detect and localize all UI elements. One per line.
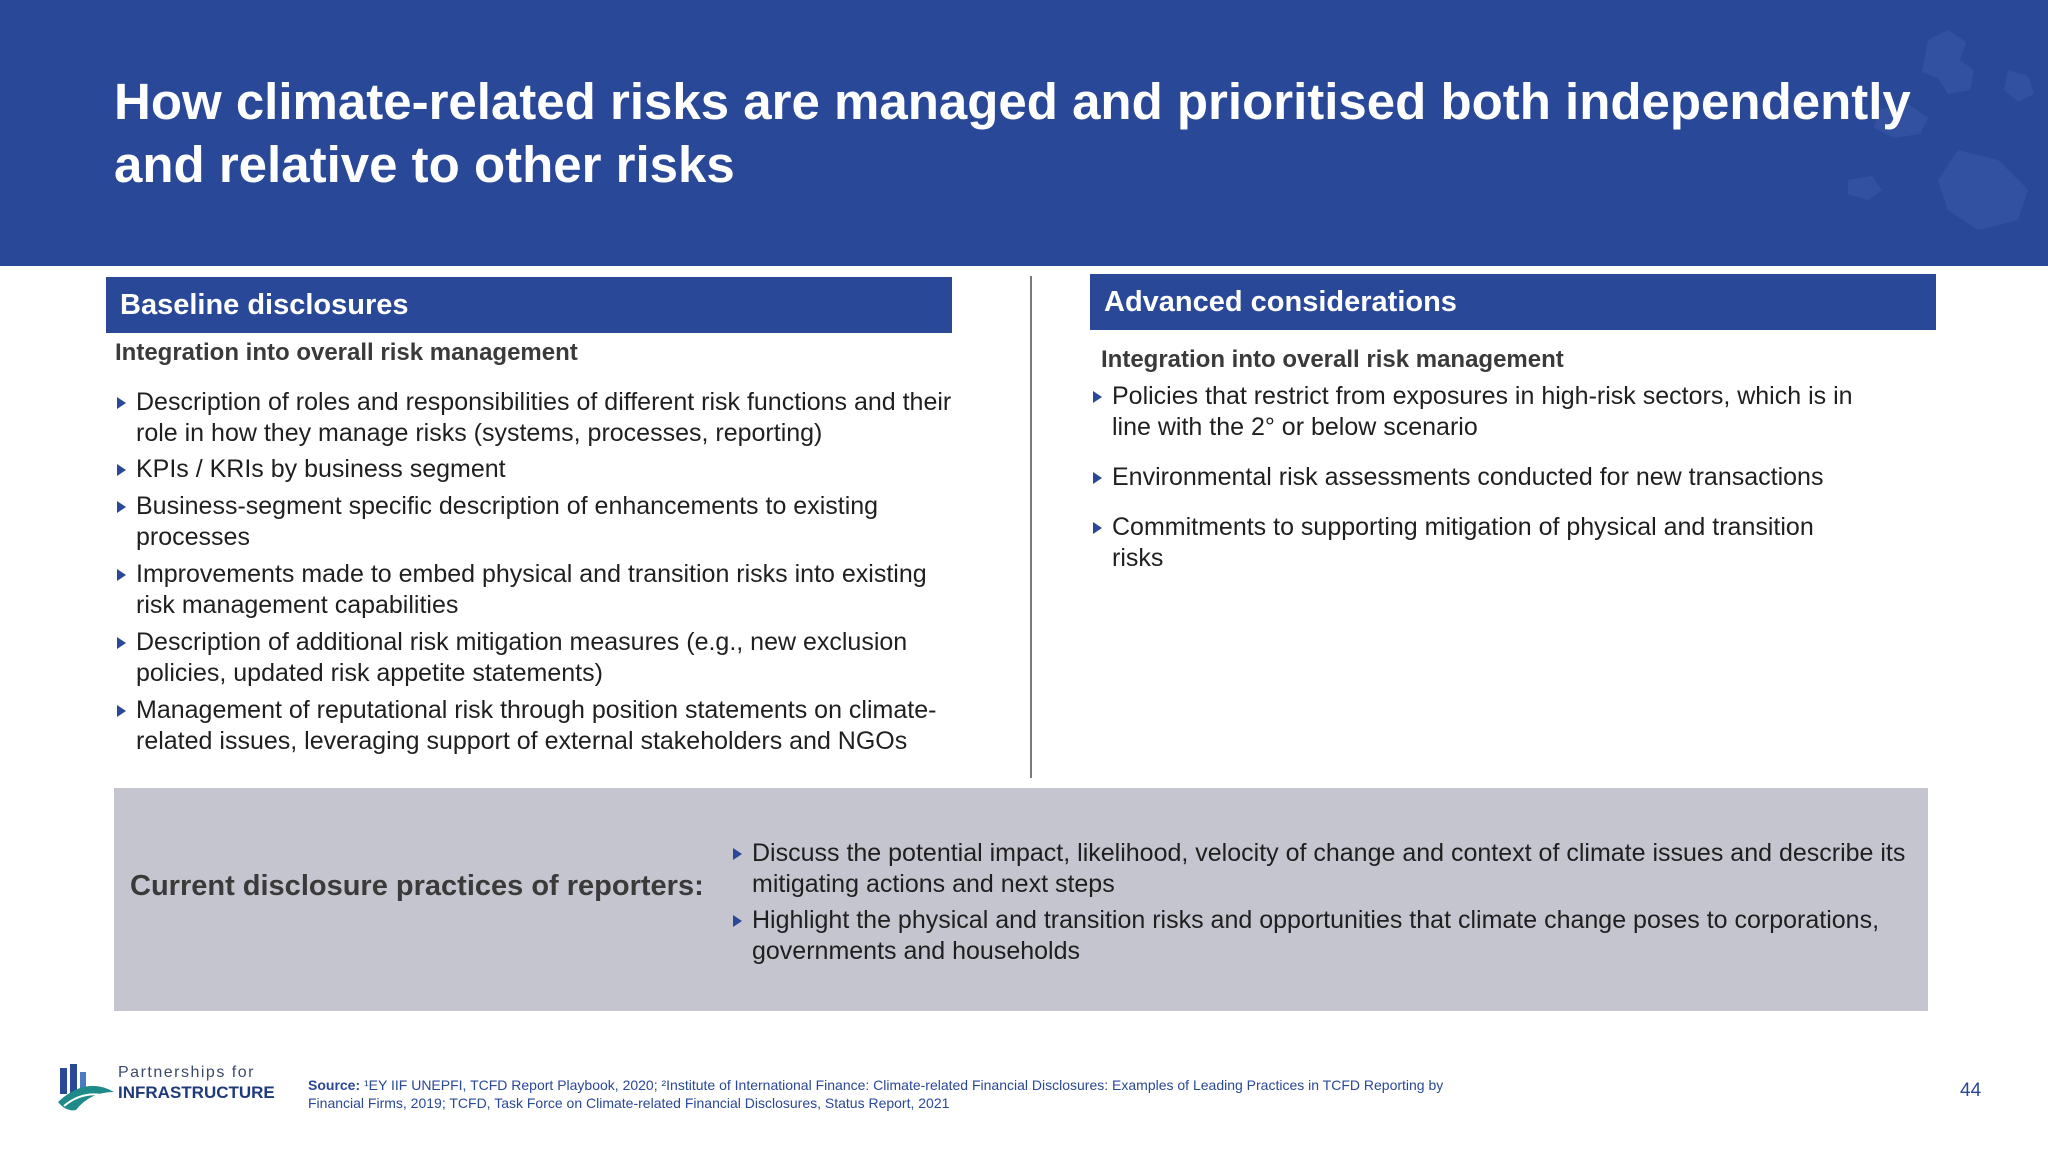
list-item: Improvements made to embed physical and transition risks into existing risk management capabilities — [114, 559, 966, 621]
logo-text-top: Partnerships for — [118, 1064, 255, 1081]
advanced-header: Advanced considerations — [1090, 274, 1936, 330]
list-item: KPIs / KRIs by business segment — [114, 454, 966, 485]
baseline-header: Baseline disclosures — [106, 277, 952, 333]
bullet-triangle-icon — [733, 915, 742, 927]
list-item: Description of additional risk mitigation measures (e.g., new exclusion policies, updated risk appetite statements) — [114, 627, 966, 689]
list-item: Environmental risk assessments conducted for new transactions — [1090, 462, 1870, 493]
bullet-triangle-icon — [117, 569, 126, 581]
column-divider — [1030, 276, 1032, 778]
baseline-subheading: Integration into overall risk management — [115, 339, 578, 366]
source-label: Source: — [308, 1077, 361, 1093]
list-item: Highlight the physical and transition risks and opportunities that climate change poses to corporations, governments and households — [730, 905, 1910, 967]
bullet-triangle-icon — [117, 397, 126, 409]
page-title: How climate-related risks are managed and prioritised both independently and relative to other risks — [114, 73, 1911, 193]
source-note — [308, 1076, 1488, 1112]
logo-text-bottom: INFRASTRUCTURE — [118, 1083, 275, 1102]
page-number: 44 — [1960, 1080, 1982, 1101]
advanced-subheading: Integration into overall risk management — [1101, 346, 1564, 373]
list-item: Discuss the potential impact, likelihood, velocity of change and context of climate issues and describe its mitigating actions and next steps — [730, 838, 1910, 900]
bullet-triangle-icon — [733, 848, 742, 860]
title-banner — [0, 0, 2048, 266]
list-item: Commitments to supporting mitigation of physical and transition risks — [1090, 512, 1870, 574]
partnerships-logo — [56, 1062, 276, 1116]
baseline-list — [114, 387, 966, 757]
list-item: Policies that restrict from exposures in high-risk sectors, which is in line with the 2° or below scenario — [1090, 381, 1870, 443]
bullet-triangle-icon — [117, 464, 126, 476]
bullet-triangle-icon — [1093, 391, 1102, 403]
list-item: Description of roles and responsibilities of different risk functions and their role in how they manage risks (systems, processes, reporting) — [114, 387, 966, 449]
list-item: Business-segment specific description of enhancements to existing processes — [114, 491, 966, 553]
list-item: Management of reputational risk through position statements on climate-related issues, leveraging support of external stakeholders and NGOs — [114, 695, 966, 757]
practices-list — [730, 838, 1910, 967]
bullet-triangle-icon — [1093, 522, 1102, 534]
practices-label: Current disclosure practices of reporters: — [130, 870, 704, 902]
advanced-list — [1090, 381, 1870, 574]
source-text: ¹EY IIF UNEPFI, TCFD Report Playbook, 2020; ²Institute of International Finance: Climate-related Financial Disclosures: Examples of Leading Practices in TCFD Reporting by Financial Firms, 2019; TCFD, Task Force on Climate-related Financial Disclosures, Status Report, 2021 — [308, 1077, 1444, 1111]
bullet-triangle-icon — [1093, 472, 1102, 484]
bullet-triangle-icon — [117, 705, 126, 717]
bullet-triangle-icon — [117, 501, 126, 513]
bullet-triangle-icon — [117, 637, 126, 649]
logo-mark-icon — [56, 1062, 116, 1116]
